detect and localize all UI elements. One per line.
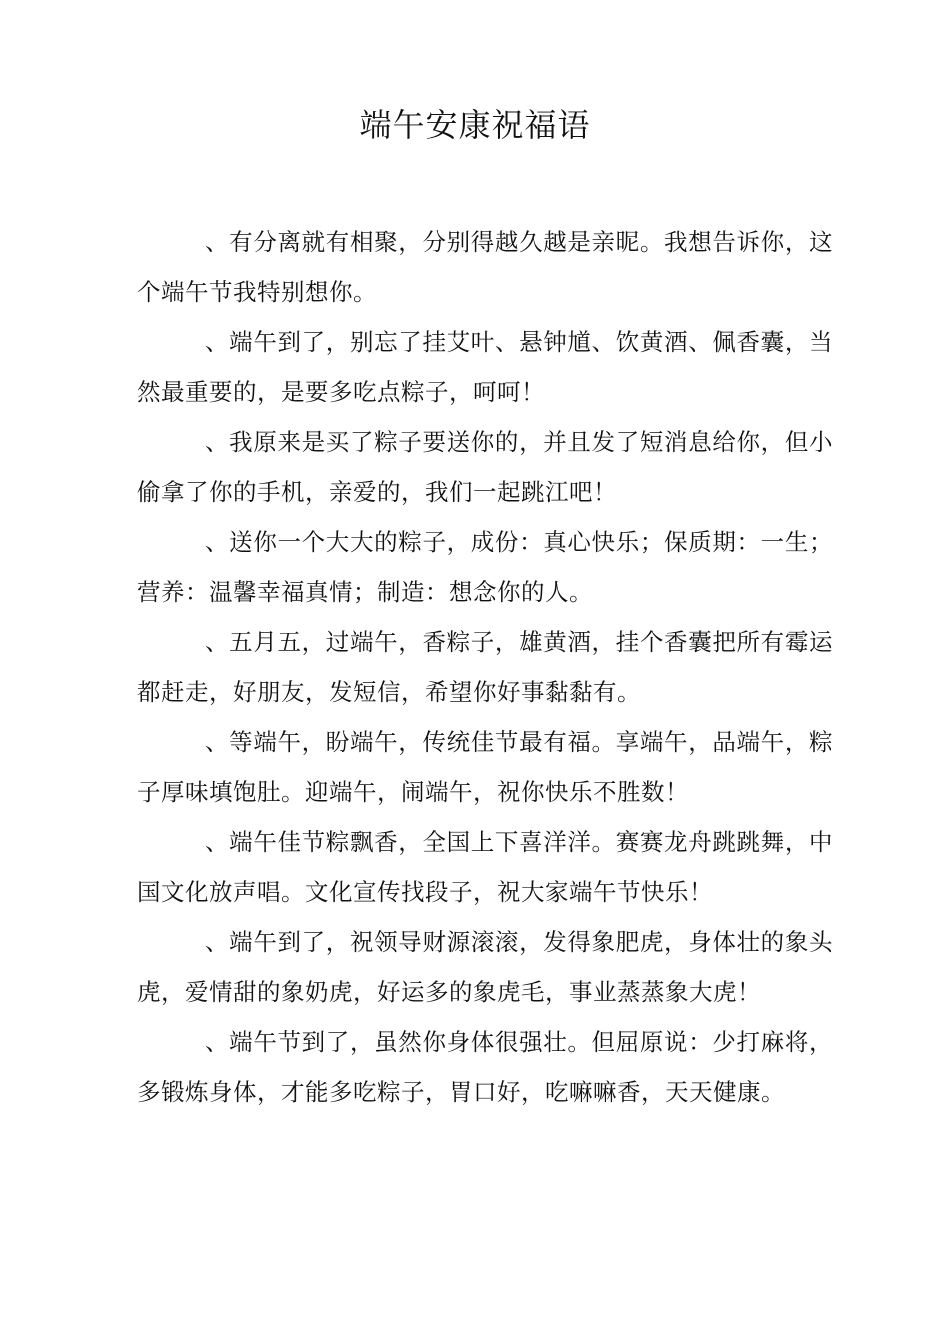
paragraph: 、五月五，过端午，香粽子，雄黄酒，挂个香囊把所有霉运都赶走，好朋友，发短信，希望你好事黏黏有。 (137, 628, 833, 706)
paragraph: 、端午佳节粽飘香，全国上下喜洋洋。赛赛龙舟跳跳舞，中国文化放声唱。文化宣传找段子，祝大家端午节快乐！ (137, 828, 833, 906)
paragraph: 、我原来是买了粽子要送你的，并且发了短消息给你，但小偷拿了你的手机，亲爱的，我们一起跳江吧！ (137, 428, 833, 506)
document-body (137, 217, 833, 1117)
paragraph: 、端午到了，祝领导财源滚滚，发得象肥虎，身体壮的象头虎，爱情甜的象奶虎，好运多的象虎毛，事业蒸蒸象大虎！ (137, 928, 833, 1006)
paragraph: 、有分离就有相聚，分别得越久越是亲昵。我想告诉你，这个端午节我特别想你。 (137, 228, 833, 306)
paragraph: 、送你一个大大的粽子，成份：真心快乐；保质期：一生；营养：温馨幸福真情；制造：想念你的人。 (137, 528, 833, 606)
document-title: 端午安康祝福语 (359, 106, 591, 144)
paragraph: 、等端午，盼端午，传统佳节最有福。享端午，品端午，粽子厚味填饱肚。迎端午，闹端午，祝你快乐不胜数！ (137, 728, 833, 806)
paragraph: 、端午到了，别忘了挂艾叶、悬钟馗、饮黄酒、佩香囊，当然最重要的，是要多吃点粽子，呵呵！ (137, 328, 833, 406)
paragraph: 、端午节到了，虽然你身体很强壮。但屈原说：少打麻将，多锻炼身体，才能多吃粽子，胃口好，吃嘛嘛香，天天健康。 (137, 1028, 833, 1106)
